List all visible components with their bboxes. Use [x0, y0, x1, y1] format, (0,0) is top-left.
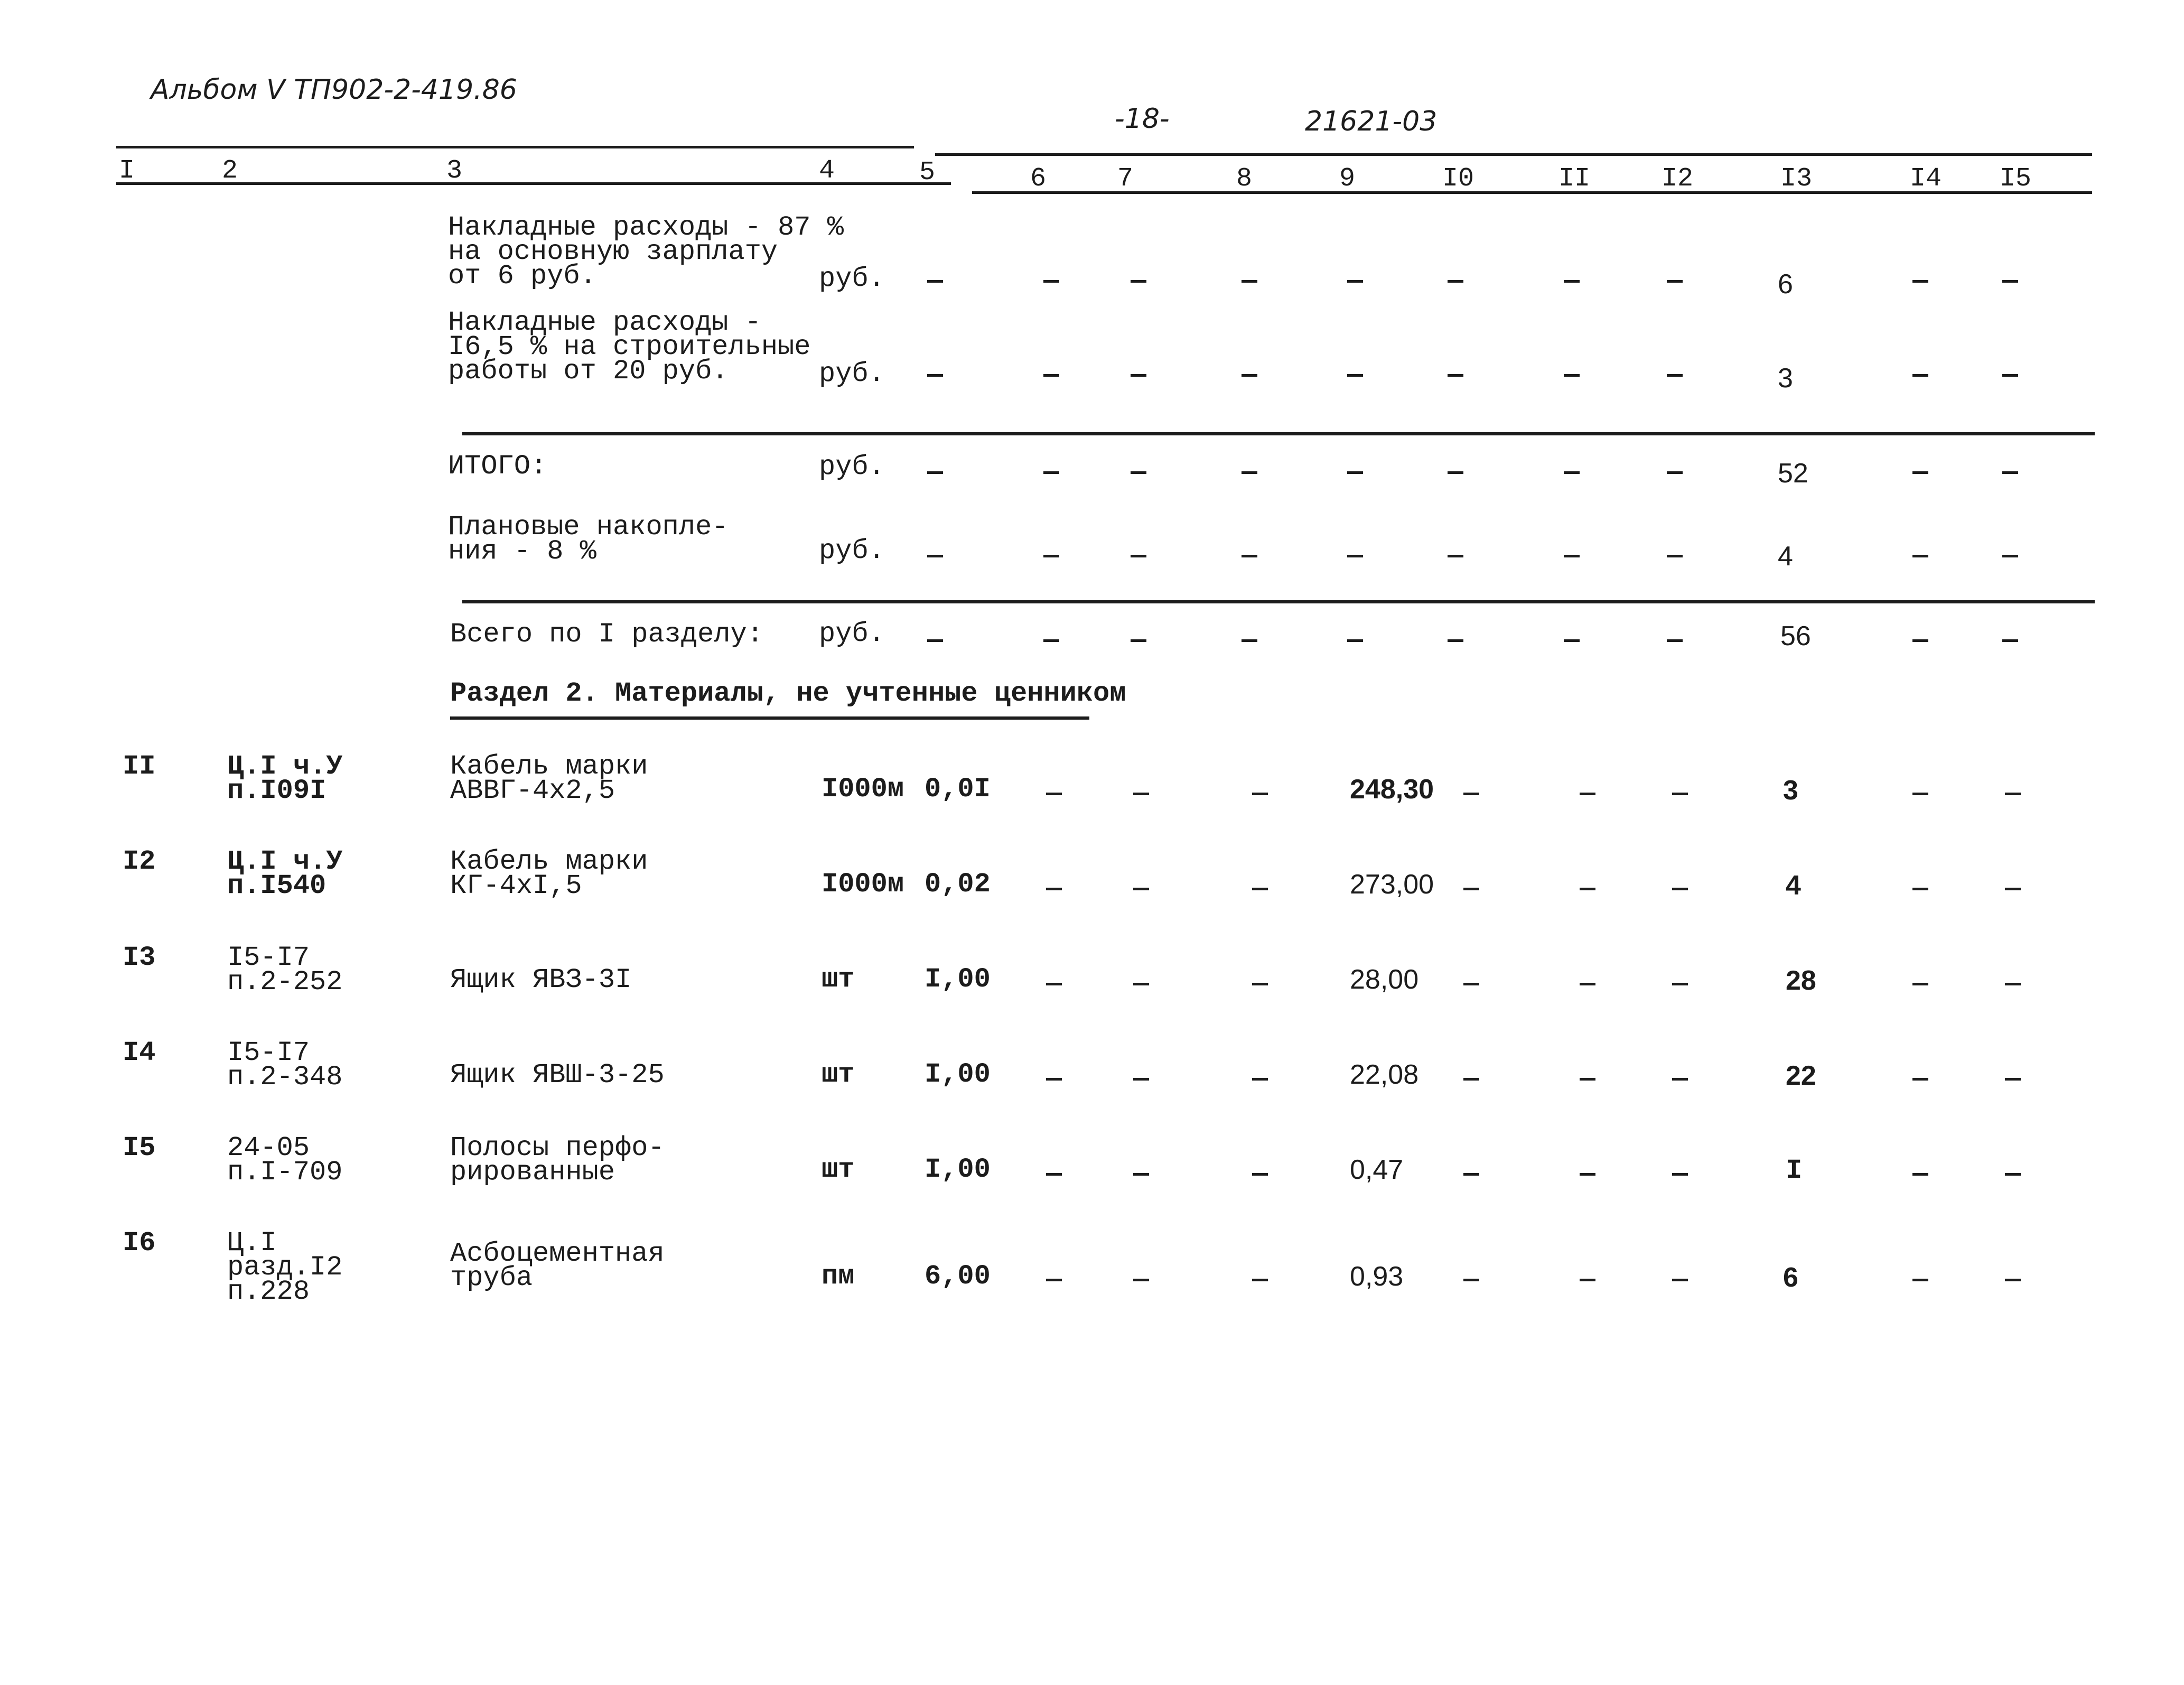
row-unit-price: 0,47: [1350, 1155, 1404, 1185]
row-description: Кабель марки КГ-4хI,5: [450, 846, 648, 901]
empty-cell-dash: [1046, 793, 1062, 795]
empty-cell-dash: [1347, 639, 1363, 642]
empty-cell-dash: [1133, 983, 1149, 985]
empty-cell-dash: [2002, 374, 2018, 377]
empty-cell-dash: [1046, 1173, 1062, 1176]
empty-cell-dash: [1448, 471, 1463, 474]
empty-cell-dash: [1046, 888, 1062, 890]
empty-cell-dash: [1131, 374, 1146, 377]
row-reference: Ц.I ч.У п.I09I: [227, 751, 343, 806]
col-header-9: 9: [1339, 164, 1356, 194]
row-quantity: 6,00: [925, 1261, 991, 1292]
empty-cell-dash: [927, 639, 943, 642]
empty-cell-dash: [927, 280, 943, 283]
empty-cell-dash: [1672, 1279, 1688, 1281]
empty-cell-dash: [2005, 983, 2021, 985]
empty-cell-dash: [1242, 639, 1257, 642]
empty-cell-dash: [1131, 639, 1146, 642]
empty-cell-dash: [1133, 1078, 1149, 1081]
empty-cell-dash: [1043, 555, 1059, 557]
empty-cell-dash: [1252, 1173, 1268, 1176]
row-quantity: 0,02: [925, 869, 991, 900]
empty-cell-dash: [1252, 888, 1268, 890]
empty-cell-dash: [1580, 888, 1595, 890]
empty-cell-dash: [1448, 280, 1463, 283]
empty-cell-dash: [1912, 639, 1928, 642]
empty-cell-dash: [1912, 983, 1928, 985]
empty-cell-dash: [1043, 639, 1059, 642]
row-number: I4: [123, 1037, 156, 1068]
row-unit: руб.: [819, 618, 885, 649]
empty-cell-dash: [1131, 471, 1146, 474]
col-header-10: I0: [1442, 164, 1474, 194]
row-col13-value: 3: [1783, 775, 1798, 806]
empty-cell-dash: [1463, 888, 1479, 890]
row-description: Ящик ЯВШ-3-25: [450, 1059, 665, 1091]
empty-cell-dash: [1043, 280, 1059, 283]
empty-cell-dash: [1564, 374, 1580, 377]
row-description: Плановые накопле- ния - 8 %: [448, 511, 729, 567]
row-col13-value: 28: [1786, 965, 1816, 996]
col-header-15: I5: [2000, 164, 2032, 194]
col-header-13: I3: [1780, 164, 1813, 194]
empty-cell-dash: [1580, 983, 1595, 985]
empty-cell-dash: [1463, 793, 1479, 795]
subtotal-rule: [462, 432, 2095, 435]
empty-cell-dash: [1667, 639, 1683, 642]
row-quantity: 0,0I: [925, 774, 991, 805]
col-header-8: 8: [1236, 164, 1253, 194]
row-description: Асбоцементная труба: [450, 1238, 665, 1293]
empty-cell-dash: [1463, 1078, 1479, 1081]
row-unit-price: 273,00: [1350, 869, 1434, 900]
row-col13-value: 6: [1778, 269, 1793, 300]
empty-cell-dash: [1252, 1279, 1268, 1281]
empty-cell-dash: [1672, 983, 1688, 985]
total-rule: [462, 600, 2095, 603]
col-header-14: I4: [1910, 164, 1942, 194]
empty-cell-dash: [1242, 374, 1257, 377]
document-code: 21621-03: [1305, 106, 1438, 137]
row-number: II: [123, 751, 156, 782]
row-description: Кабель марки АВВГ-4х2,5: [450, 751, 648, 806]
row-reference: 24-05 п.I-709: [227, 1132, 343, 1188]
row-description: ИТОГО:: [448, 451, 547, 482]
col-header-11: II: [1558, 164, 1591, 194]
row-col13-value: 3: [1778, 363, 1793, 394]
empty-cell-dash: [2005, 888, 2021, 890]
row-number: I2: [123, 846, 156, 877]
col-header-12: I2: [1662, 164, 1694, 194]
row-unit: I000м: [822, 774, 904, 805]
row-description: Ящик ЯВЗ-3I: [450, 964, 632, 995]
row-description: Всего по I разделу:: [450, 619, 763, 650]
empty-cell-dash: [1242, 280, 1257, 283]
col-header-5: 5: [919, 157, 936, 188]
empty-cell-dash: [1912, 1173, 1928, 1176]
row-number: I3: [123, 942, 156, 973]
row-reference: Ц.I разд.I2 п.228: [227, 1227, 343, 1307]
empty-cell-dash: [2005, 793, 2021, 795]
row-quantity: I,00: [925, 964, 991, 995]
empty-cell-dash: [1672, 793, 1688, 795]
row-unit: руб.: [819, 263, 885, 294]
col-header-1: I: [119, 156, 135, 186]
empty-cell-dash: [1463, 1173, 1479, 1176]
row-col13-value: 56: [1780, 621, 1811, 651]
col-header-6: 6: [1030, 164, 1047, 194]
empty-cell-dash: [1667, 471, 1683, 474]
row-description: Полосы перфо- рированные: [450, 1132, 665, 1188]
empty-cell-dash: [2005, 1078, 2021, 1081]
empty-cell-dash: [2002, 555, 2018, 557]
empty-cell-dash: [1043, 471, 1059, 474]
row-col13-value: 52: [1778, 458, 1808, 489]
album-label: Альбом V ТП902-2-419.86: [151, 74, 517, 106]
empty-cell-dash: [1463, 1279, 1479, 1281]
empty-cell-dash: [1667, 280, 1683, 283]
empty-cell-dash: [1912, 471, 1928, 474]
col-header-7: 7: [1117, 164, 1134, 194]
empty-cell-dash: [1912, 888, 1928, 890]
row-unit-price: 248,30: [1350, 774, 1434, 805]
empty-cell-dash: [1912, 555, 1928, 557]
header-rule-top-left: [116, 146, 914, 148]
row-col13-value: 22: [1786, 1060, 1816, 1091]
empty-cell-dash: [2005, 1279, 2021, 1281]
row-unit: руб.: [819, 451, 885, 482]
empty-cell-dash: [1672, 1173, 1688, 1176]
row-description: Накладные расходы - 87 % на основную зарплату от 6 руб.: [448, 212, 844, 292]
row-col13-value: 4: [1778, 541, 1793, 572]
empty-cell-dash: [1448, 639, 1463, 642]
section-title-underline: [450, 716, 1089, 720]
row-quantity: I,00: [925, 1154, 991, 1185]
col-header-4: 4: [819, 156, 835, 186]
row-reference: Ц.I ч.У п.I540: [227, 846, 343, 901]
empty-cell-dash: [1580, 793, 1595, 795]
empty-cell-dash: [1252, 983, 1268, 985]
page-number: -18-: [1115, 103, 1170, 135]
row-col13-value: 6: [1783, 1262, 1798, 1293]
header-rule-top-right: [935, 153, 2092, 156]
empty-cell-dash: [1580, 1279, 1595, 1281]
empty-cell-dash: [1242, 555, 1257, 557]
empty-cell-dash: [1252, 1078, 1268, 1081]
empty-cell-dash: [1912, 374, 1928, 377]
row-unit: руб.: [819, 358, 885, 389]
empty-cell-dash: [2002, 280, 2018, 283]
empty-cell-dash: [1672, 1078, 1688, 1081]
empty-cell-dash: [1043, 374, 1059, 377]
empty-cell-dash: [1347, 471, 1363, 474]
row-reference: I5-I7 п.2-348: [227, 1037, 343, 1093]
empty-cell-dash: [1912, 1078, 1928, 1081]
empty-cell-dash: [1347, 280, 1363, 283]
empty-cell-dash: [1046, 1279, 1062, 1281]
empty-cell-dash: [1580, 1078, 1595, 1081]
empty-cell-dash: [1347, 555, 1363, 557]
row-unit-price: 0,93: [1350, 1261, 1404, 1292]
row-unit: шт: [822, 964, 855, 995]
row-col13-value: I: [1786, 1155, 1803, 1186]
empty-cell-dash: [2005, 1173, 2021, 1176]
empty-cell-dash: [1046, 1078, 1062, 1081]
empty-cell-dash: [1580, 1173, 1595, 1176]
empty-cell-dash: [1133, 1279, 1149, 1281]
empty-cell-dash: [2002, 471, 2018, 474]
empty-cell-dash: [1046, 983, 1062, 985]
row-unit-price: 22,08: [1350, 1059, 1419, 1090]
row-number: I5: [123, 1132, 156, 1163]
row-unit: руб.: [819, 535, 885, 566]
row-number: I6: [123, 1227, 156, 1259]
section-title: Раздел 2. Материалы, не учтенные ценником: [450, 678, 1126, 709]
row-unit: шт: [822, 1059, 855, 1090]
empty-cell-dash: [927, 555, 943, 557]
empty-cell-dash: [1347, 374, 1363, 377]
row-reference: I5-I7 п.2-252: [227, 942, 343, 998]
empty-cell-dash: [1564, 471, 1580, 474]
empty-cell-dash: [1564, 639, 1580, 642]
empty-cell-dash: [1133, 1173, 1149, 1176]
empty-cell-dash: [1667, 555, 1683, 557]
row-description: Накладные расходы - I6,5 % на строительные работы от 20 руб.: [448, 307, 811, 387]
empty-cell-dash: [1131, 280, 1146, 283]
empty-cell-dash: [1672, 888, 1688, 890]
col-header-3: 3: [446, 156, 463, 186]
empty-cell-dash: [1667, 374, 1683, 377]
empty-cell-dash: [927, 471, 943, 474]
empty-cell-dash: [1448, 555, 1463, 557]
row-unit: I000м: [822, 869, 904, 900]
empty-cell-dash: [1912, 280, 1928, 283]
empty-cell-dash: [1463, 983, 1479, 985]
empty-cell-dash: [1912, 1279, 1928, 1281]
empty-cell-dash: [1564, 280, 1580, 283]
empty-cell-dash: [2002, 639, 2018, 642]
row-unit: шт: [822, 1154, 855, 1185]
empty-cell-dash: [1252, 793, 1268, 795]
row-unit-price: 28,00: [1350, 964, 1419, 995]
row-unit: пм: [822, 1261, 855, 1292]
empty-cell-dash: [1448, 374, 1463, 377]
empty-cell-dash: [1912, 793, 1928, 795]
row-col13-value: 4: [1786, 870, 1801, 901]
empty-cell-dash: [1133, 888, 1149, 890]
col-header-2: 2: [222, 156, 238, 186]
empty-cell-dash: [927, 374, 943, 377]
empty-cell-dash: [1564, 555, 1580, 557]
row-quantity: I,00: [925, 1059, 991, 1090]
empty-cell-dash: [1131, 555, 1146, 557]
empty-cell-dash: [1133, 793, 1149, 795]
empty-cell-dash: [1242, 471, 1257, 474]
